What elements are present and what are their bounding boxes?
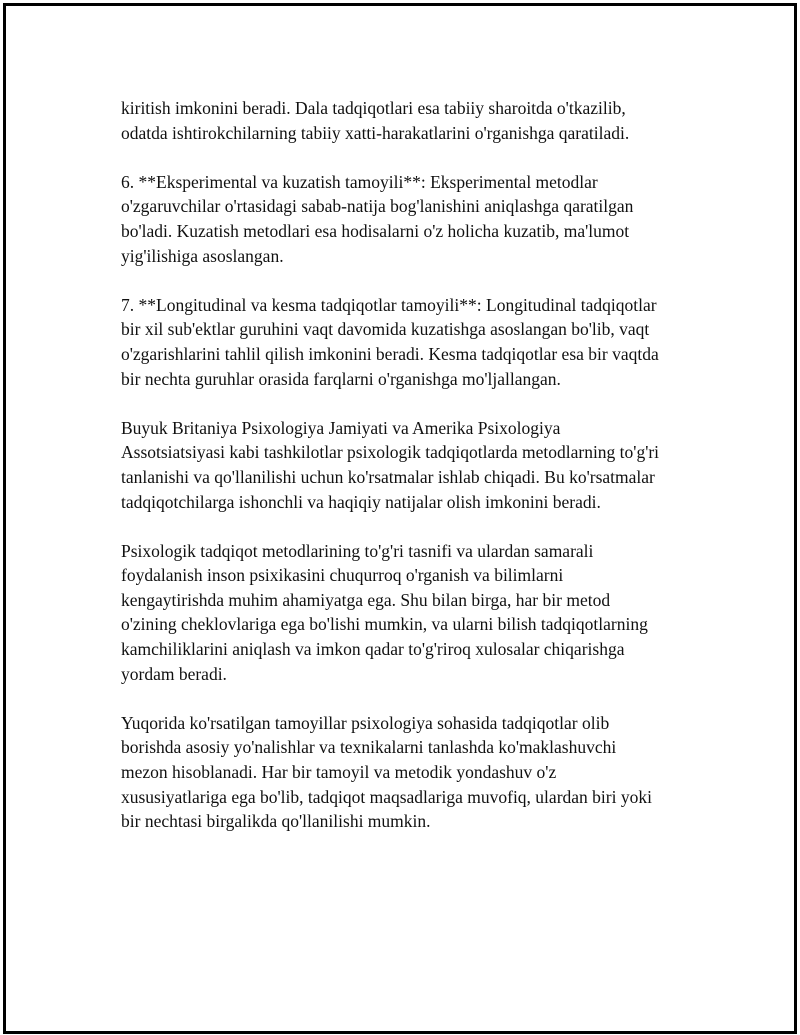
document-body	[121, 96, 681, 858]
paragraph-continuation: kiritish imkonini beradi. Dala tadqiqotlari esa tabiiy sharoitda o'tkazilib, odatda ishtirokchilarning tabiiy xatti-harakatlarini o'rganishga qaratiladi.	[121, 98, 630, 143]
paragraph-principle-6: 6. **Eksperimental va kuzatish tamoyili**: Eksperimental metodlar o'zgaruvchilar o'rtasidagi sabab-natija bog'lanishini aniqlashga qaratilgan bo'ladi. Kuzatish metodlari esa hodisalarni o'z holicha kuzatib, ma'lumot yig'ilishiga asoslangan.	[121, 171, 634, 266]
paragraph-classification: Psixologik tadqiqot metodlarining to'g'ri tasnifi va ulardan samarali foydalanish inson psixikasini chuqurroq o'rganish va bilimlarni kengaytirishda muhim ahamiyatga ega. Shu bilan birga, har bir metod o'zining cheklovlariga ega bo'lishi mumkin, va ularni bilish tadqiqotlarning kamchiliklarini aniqlash va imkon qadar to'g'riroq xulosalar chiqarishga yordam beradi.	[121, 540, 648, 684]
paragraph-organizations: Buyuk Britaniya Psixologiya Jamiyati va Amerika Psixologiya Assotsiatsiyasi kabi tashkilotlar psixologik tadqiqotlarda metodlarning to'g'ri tanlanishi va qo'llanilishi uchun ko'rsatmalar ishlab chiqadi. Bu ko'rsatmalar tadqiqotchilarga ishonchli va haqiqiy natijalar olish imkonini beradi.	[121, 417, 660, 512]
page-frame	[3, 3, 797, 1034]
paragraph-principle-7: 7. **Longitudinal va kesma tadqiqotlar tamoyili**: Longitudinal tadqiqotlar bir xil sub'ektlar guruhini vaqt davomida kuzatishga asoslangan bo'lib, vaqt o'zgarishlarini tahlil qilish imkonini beradi. Kesma tadqiqotlar esa bir vaqtda bir nechta guruhlar orasida farqlarni o'rganishga mo'ljallangan.	[121, 294, 659, 389]
paragraph-conclusion: Yuqorida ko'rsatilgan tamoyillar psixologiya sohasida tadqiqotlar olib borishda asosiy yo'nalishlar va texnikalarni tanlashda ko'maklashuvchi mezon hisoblanadi. Har bir tamoyil va metodik yondashuv o'z xususiyatlariga ega bo'lib, tadqiqot maqsadlariga muvofiq, ulardan biri yoki bir nechtasi birgalikda qo'llanilishi mumkin.	[121, 712, 652, 832]
